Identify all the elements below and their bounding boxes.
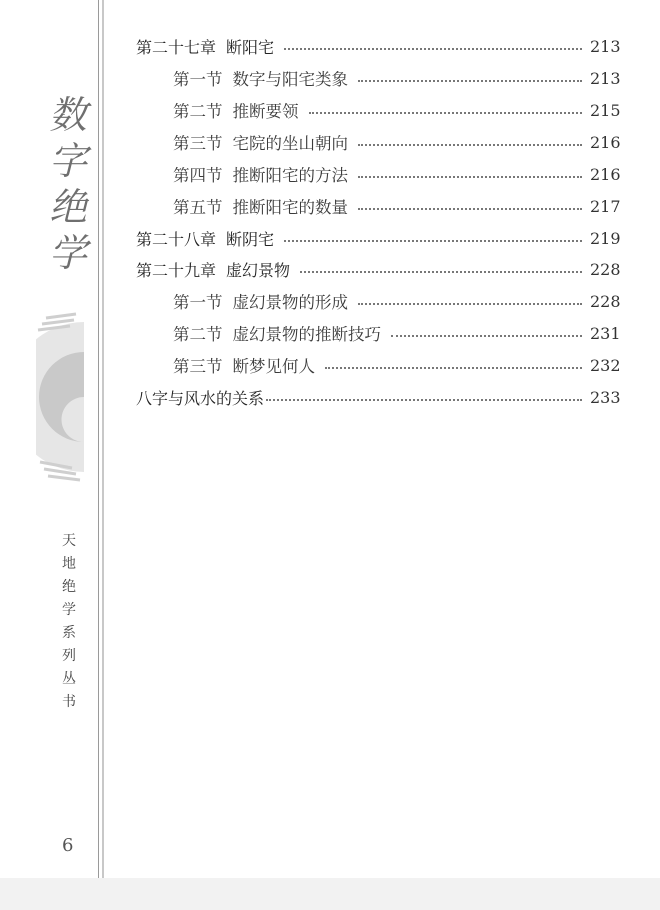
toc-title: 断阳宅 [226, 37, 275, 57]
toc-leader-dots [358, 79, 582, 82]
toc-row[interactable] [173, 288, 620, 314]
toc-row[interactable] [173, 320, 620, 346]
toc-label [136, 258, 290, 281]
toc-leader-dots [300, 270, 582, 273]
toc-num: 第一节 [173, 293, 223, 312]
toc-page: 219 [590, 228, 621, 248]
toc-leader-dots [391, 334, 582, 337]
toc-row[interactable] [173, 193, 620, 219]
series-char: 天 [62, 533, 76, 549]
toc-page: 232 [590, 355, 621, 375]
toc-title: 宅院的坐山朝向 [232, 134, 348, 153]
spine-title-char: 字 [48, 139, 87, 183]
toc-row[interactable] [173, 352, 620, 378]
toc-leader-dots [309, 111, 583, 114]
toc-label [136, 227, 274, 250]
toc-page: 217 [590, 196, 621, 216]
toc-leader-dots [325, 366, 582, 369]
toc-num: 第三节 [173, 134, 223, 153]
toc-page: 228 [590, 259, 621, 279]
series-char: 丛 [62, 671, 76, 687]
toc-page: 215 [590, 100, 621, 120]
toc-page: 228 [590, 291, 621, 311]
toc-num: 第二节 [173, 325, 223, 344]
toc-label [173, 98, 299, 122]
toc-leader-dots [358, 175, 582, 178]
toc-row[interactable] [173, 161, 620, 187]
toc-num: 第三节 [173, 357, 223, 376]
toc-title: 虚幻景物 [226, 260, 291, 280]
bagua-emblem-icon [36, 312, 84, 482]
series-char: 系 [62, 625, 76, 641]
spine-margin [0, 0, 104, 878]
toc-leader-dots [284, 47, 582, 50]
toc-title: 数字与阳宅类象 [232, 70, 348, 89]
toc-label [173, 162, 348, 186]
toc-row[interactable] [136, 384, 620, 410]
toc-title: 虚幻景物的形成 [232, 293, 348, 312]
toc-label [173, 353, 315, 377]
toc-num: 第四节 [173, 166, 223, 185]
spine-title-char: 数 [48, 93, 87, 137]
toc-page: 231 [590, 323, 621, 343]
toc-num: 第二节 [173, 102, 223, 121]
series-char: 绝 [62, 579, 76, 595]
series-name-vertical [60, 530, 78, 714]
bottom-margin-band [0, 878, 660, 910]
toc-row[interactable] [136, 256, 620, 282]
spine-title-char: 绝 [48, 185, 87, 229]
toc-label [173, 289, 348, 313]
toc-leader-dots [266, 398, 582, 401]
series-char: 学 [62, 602, 76, 618]
toc-row[interactable] [173, 129, 620, 155]
toc-title: 虚幻景物的推断技巧 [232, 325, 381, 344]
toc-leader-dots [284, 239, 582, 242]
toc-label [136, 386, 264, 409]
toc-title: 推断阳宅的数量 [232, 198, 348, 217]
series-char: 地 [62, 556, 76, 572]
toc-row[interactable] [136, 33, 620, 59]
spine-title-char: 学 [48, 231, 87, 275]
toc-num: 第二十七章 [136, 37, 217, 57]
toc-title: 推断阳宅的方法 [232, 166, 348, 185]
toc-label [173, 321, 381, 345]
toc-title: 断阴宅 [226, 229, 275, 249]
toc-title: 八字与风水的关系 [136, 388, 265, 408]
toc-label [173, 130, 348, 154]
toc-title: 断梦见何人 [232, 357, 315, 376]
page-number: 6 [62, 835, 74, 856]
series-char: 书 [62, 694, 76, 710]
toc-page: 216 [590, 132, 621, 152]
spine-divider [102, 0, 104, 878]
toc-page: 213 [590, 68, 621, 88]
toc-num: 第二十九章 [136, 260, 217, 280]
toc-page: 216 [590, 164, 621, 184]
spine-divider [98, 0, 99, 878]
toc-leader-dots [358, 302, 582, 305]
toc-row[interactable] [173, 65, 620, 91]
toc-page: 213 [590, 36, 621, 56]
toc-leader-dots [358, 207, 582, 210]
toc-page: 233 [590, 387, 621, 407]
toc-leader-dots [358, 143, 582, 146]
toc-title: 推断要领 [232, 102, 299, 121]
spine-book-title [44, 92, 92, 276]
toc-label [173, 66, 348, 90]
toc-row[interactable] [173, 97, 620, 123]
series-char: 列 [62, 648, 76, 664]
toc-num: 第一节 [173, 70, 223, 89]
toc-num: 第五节 [173, 198, 223, 217]
toc-num: 第二十八章 [136, 229, 217, 249]
toc-label [136, 35, 274, 58]
toc-row[interactable] [136, 225, 620, 251]
toc-label [173, 194, 348, 218]
